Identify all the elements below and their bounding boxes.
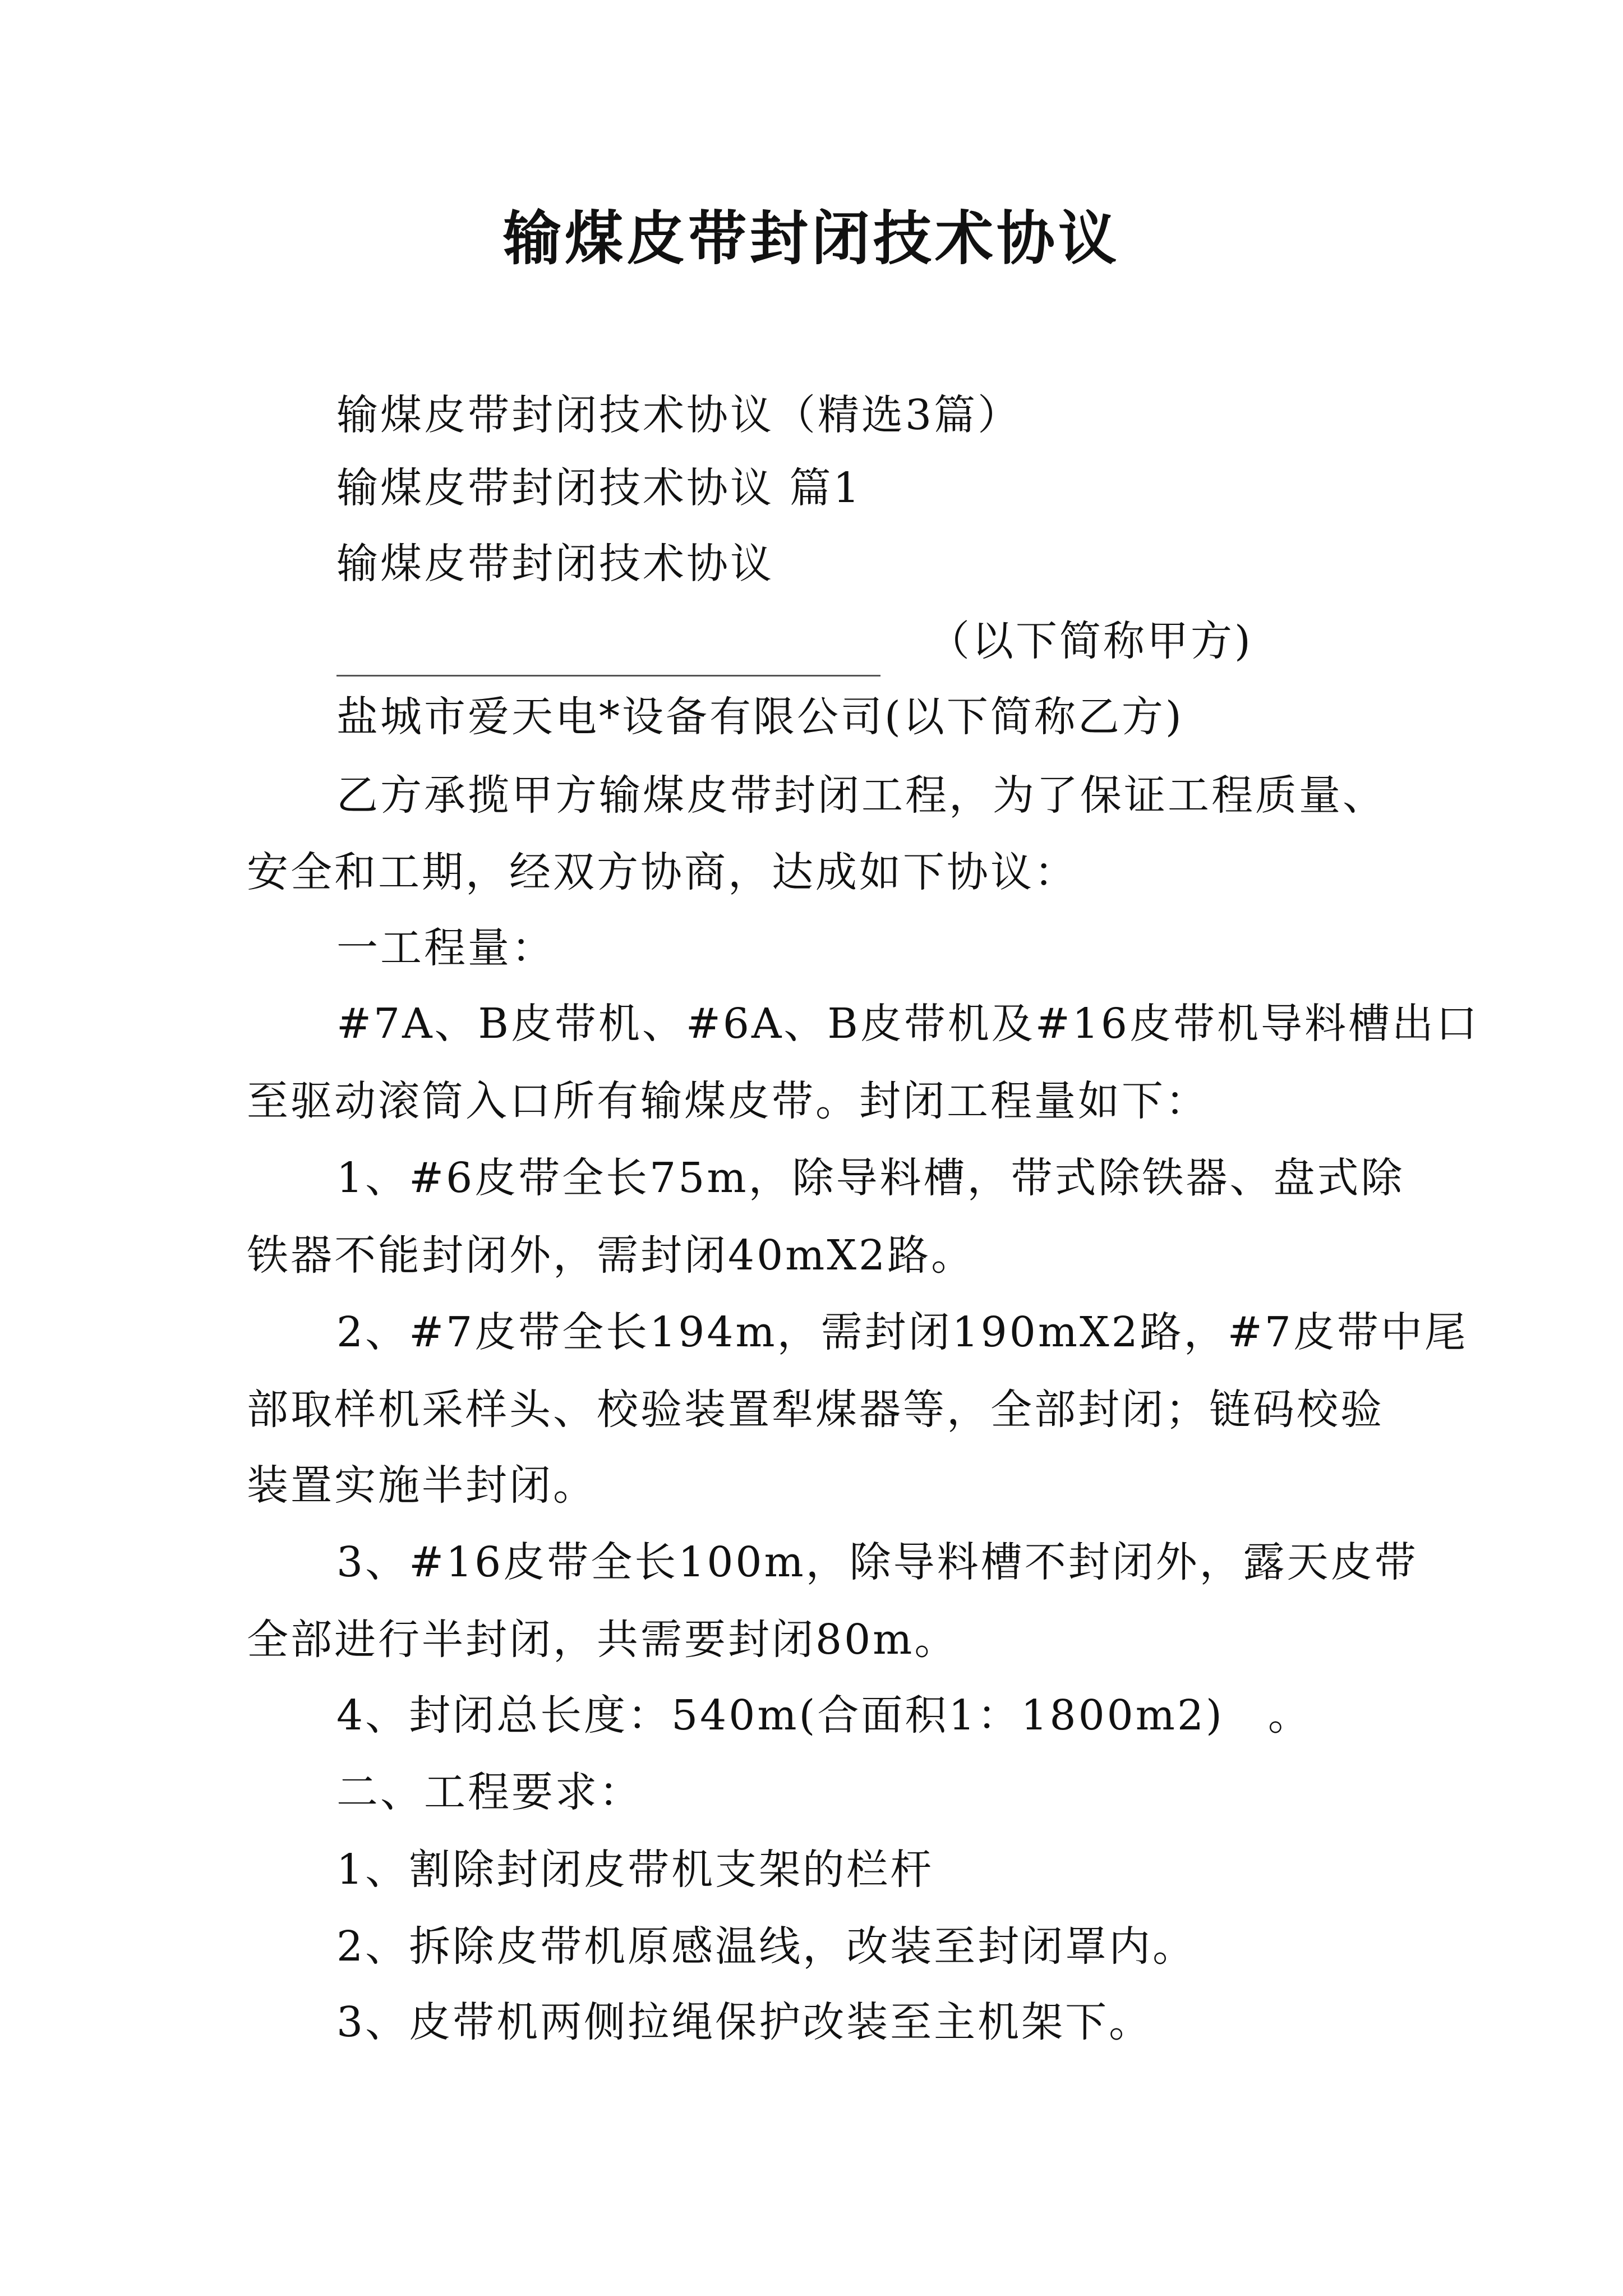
list-item-line: 1、割除封闭皮带机支架的栏杆 xyxy=(336,1846,934,1894)
agreement-heading: 输煤皮带封闭技术协议 xyxy=(336,540,774,588)
list-item-line: 2、#7皮带全长194m，需封闭190mX2路，#7皮带中尾 xyxy=(336,1308,1468,1356)
paragraph-line: 乙方承揽甲方输煤皮带封闭工程，为了保证工程质量、 xyxy=(336,771,1386,820)
paragraph-line: 安全和工期，经双方协商，达成如下协议： xyxy=(247,848,1078,896)
list-item-line: 全部进行半封闭，共需要封闭80m。 xyxy=(247,1616,958,1664)
list-item-line: 2、拆除皮带机原感温线，改装至封闭罩内。 xyxy=(336,1922,1197,1971)
document-title: 输煤皮带封闭技术协议 xyxy=(502,204,1120,273)
section-heading-1: 输煤皮带封闭技术协议 篇1 xyxy=(336,464,862,512)
list-item-line: 装置实施半封闭。 xyxy=(247,1461,597,1510)
party-a-note: （以下简称甲方) xyxy=(928,617,1253,665)
paragraph-line: 至驱动滚筒入口所有输煤皮带。封闭工程量如下： xyxy=(247,1077,1209,1125)
list-item-line: 铁器不能封闭外，需封闭40mX2路。 xyxy=(247,1231,975,1280)
list-item-line: 4、封闭总长度：540m(合面积1：1800m2) 。 xyxy=(336,1691,1312,1740)
subtitle-selected: 输煤皮带封闭技术协议（精选3篇） xyxy=(336,391,1022,439)
paragraph-line: #7A、B皮带机、#6A、B皮带机及#16皮带机导料槽出口 xyxy=(336,1000,1479,1048)
list-item-line: 1、#6皮带全长75m，除导料槽，带式除铁器、盘式除 xyxy=(336,1154,1405,1202)
party-b-line: 盐城市爱天电*设备有限公司(以下简称乙方) xyxy=(336,693,1184,741)
section-heading-requirements: 二、工程要求： xyxy=(336,1768,643,1816)
list-item-line: 3、#16皮带全长100m，除导料槽不封闭外，露天皮带 xyxy=(336,1538,1418,1586)
section-heading-workload: 一工程量： xyxy=(336,924,555,972)
party-a-blank-line xyxy=(336,675,880,677)
list-item-line: 3、皮带机两侧拉绳保护改装至主机架下。 xyxy=(336,1998,1153,2046)
list-item-line: 部取样机采样头、校验装置犁煤器等，全部封闭；链码校验 xyxy=(247,1386,1384,1434)
